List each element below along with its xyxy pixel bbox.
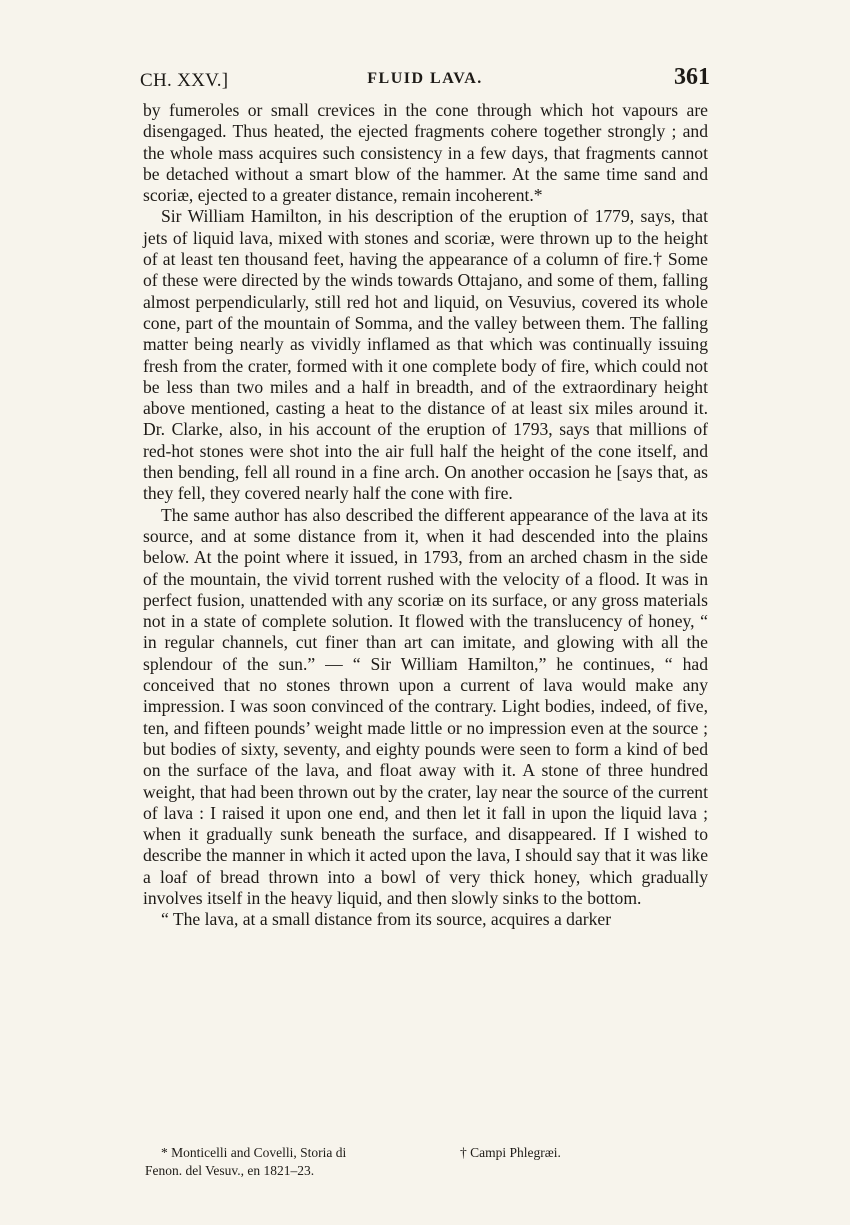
footnote-dagger: † Campi Phlegræi. xyxy=(460,1145,561,1160)
paragraph: Sir William Hamilton, in his description of the eruption of 1779, says, that jets of liquid lava, mixed with stones and scoriæ, were thrown up to the height of at least ten thousand feet, having the appearance of a column of fire.† Some of these were directed by the winds towards Ottajano, and some of them, falling almost perpendicularly, still red hot and liquid, on Vesuvius, covered its whole cone, part of the mountain of Somma, and the valley between them. The falling matter being nearly as vividly inflamed as that which was continually issuing fresh from the crater, formed with it one complete body of fire, which could not be less than two miles and a half in breadth, and of the extraordinary height above mentioned, casting a heat to the distance of at least six miles around it. Dr. Clarke, also, in his account of the eruption of 1793, says that millions of red-hot stones were shot into the air full half the height of the cone itself, and then bending, fell all round in a fine arch. On another occasion he [says that, as they fell, they covered nearly half the cone with fire. xyxy=(143,206,708,504)
body-text xyxy=(143,100,708,931)
paragraph: “ The lava, at a small distance from its source, acquires a darker xyxy=(161,909,612,930)
page-number: 361 xyxy=(674,64,710,90)
footnote-asterisk xyxy=(145,1144,445,1180)
running-title: FLUID LAVA. xyxy=(367,70,483,87)
footnote-text: * Monticelli and Covelli, Storia di xyxy=(161,1145,347,1160)
paragraph: by fumeroles or small crevices in the cone through which hot vapours are disengaged. Thus heated, the ejected fragments cohere together strongly ; and the whole mass acquires such consistency in a few days, that fragments cannot be detached without a smart blow of the hammer. At the same time sand and scoriæ, ejected to a greater distance, remain incoherent.* xyxy=(143,100,708,206)
paragraph: The same author has also described the different appearance of the lava at its source, and at some distance from it, when it had descended into the plains below. At the point where it issued, in 1793, from an arched chasm in the side of the mountain, the vivid torrent rushed with the velocity of a flood. It was in perfect fusion, unattended with any scoriæ on its surface, or any gross materials not in a state of complete solution. It flowed with the translucency of honey, “ in regular channels, cut finer than art can imitate, and glowing with all the splendour of the sun.” — “ Sir William Hamilton,” he continues, “ had conceived that no stones thrown upon a current of lava would make any impression. I was soon convinced of the contrary. Light bodies, indeed, of five, ten, and fifteen pounds’ weight made little or no impression even at the source ; but bodies of sixty, seventy, and eighty pounds were seen to form a kind of bed on the surface of the lava, and float away with it. A stone of three hundred weight, that had been thrown out by the crater, lay near the source of the current of lava : I raised it upon one end, and then let it fall in upon the liquid lava ; when it gradually sunk beneath the surface, and disappeared. If I wished to describe the manner in which it acted upon the lava, I should say that it was like a loaf of bread thrown into a bowl of very thick honey, which gradually involves itself in the heavy liquid, and then slowly sinks to the bottom. xyxy=(143,504,708,908)
running-header xyxy=(140,64,710,98)
footnotes xyxy=(145,1144,710,1188)
footnote-text: Fenon. del Vesuv., en 1821–23. xyxy=(145,1163,315,1178)
chapter-label: CH. XXV.] xyxy=(140,70,229,91)
